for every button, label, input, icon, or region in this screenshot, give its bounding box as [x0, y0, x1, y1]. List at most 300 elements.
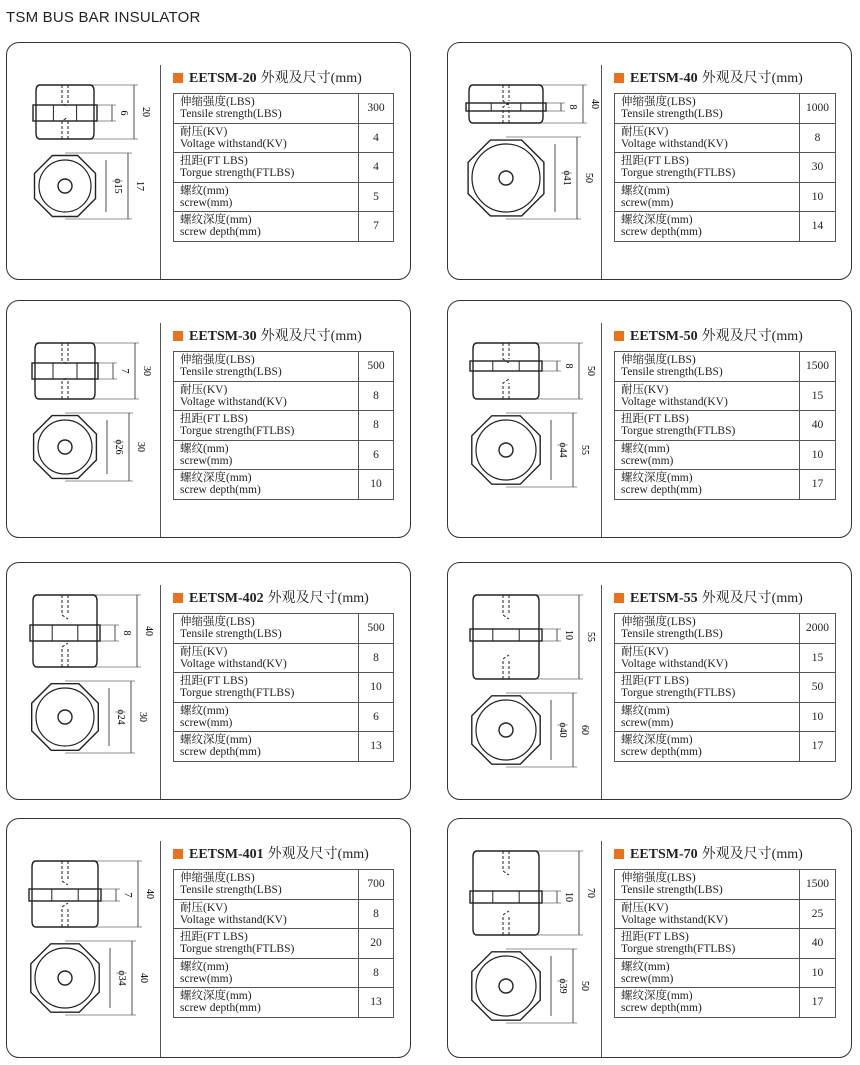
- spec-value: 8: [359, 958, 394, 988]
- spec-label-en: screw depth(mm): [180, 1002, 261, 1015]
- spec-label-zh: 螺纹(mm): [180, 442, 229, 455]
- height-dimension-label: 50: [585, 366, 596, 376]
- spec-label: [174, 958, 359, 988]
- spec-label-en: screw(mm): [180, 454, 233, 467]
- spec-label-zh: 螺纹(mm): [180, 704, 229, 717]
- spec-label: [615, 94, 800, 124]
- spec-label-en: screw(mm): [180, 196, 233, 209]
- spec-label-en: Torgue strength(FTLBS): [621, 167, 736, 180]
- heading-suffix: 外观及尺寸(mm): [701, 71, 803, 86]
- product-heading: [173, 587, 369, 607]
- spec-label-zh: 耐压(KV): [180, 901, 228, 914]
- thread-hole-top: [62, 85, 68, 107]
- insulator-side-view: [473, 851, 539, 935]
- spec-label: [174, 643, 359, 673]
- spec-row: [174, 352, 394, 382]
- spec-label-en: screw(mm): [180, 972, 233, 985]
- insulator-side-view: [32, 861, 98, 927]
- spec-label: [615, 899, 800, 929]
- spec-row: [615, 470, 836, 500]
- orange-square-icon: [173, 849, 183, 859]
- spec-table: [614, 869, 836, 1018]
- top-view-circle: [36, 688, 94, 746]
- insulator-top-view: [472, 416, 540, 484]
- spec-label-en: screw(mm): [180, 716, 233, 729]
- spec-row: [615, 899, 836, 929]
- spec-row: [615, 958, 836, 988]
- top-view-circle: [476, 700, 536, 760]
- spec-label-en: Voltage withstand(KV): [621, 913, 728, 926]
- spec-label-zh: 扭距(FT LBS): [180, 675, 248, 688]
- spec-value: 8: [359, 411, 394, 441]
- orange-square-icon: [614, 73, 624, 83]
- heading-suffix: 外观及尺寸(mm): [260, 71, 362, 86]
- hex-band: [30, 625, 100, 641]
- thread-hole-top-view: [499, 723, 513, 737]
- spec-label-zh: 扭距(FT LBS): [621, 675, 689, 688]
- spec-label-en: Torgue strength(FTLBS): [621, 687, 736, 700]
- insulator-diagram: [13, 569, 153, 795]
- spec-label: [174, 470, 359, 500]
- insulator-drawing: [454, 307, 594, 538]
- spec-row: [174, 899, 394, 929]
- spec-label-zh: 螺纹深度(mm): [621, 472, 693, 485]
- thread-hole-top: [503, 343, 509, 363]
- top-view-circle: [472, 144, 540, 212]
- spec-label-zh: 扭距(FT LBS): [180, 155, 248, 168]
- spec-label-zh: 耐压(KV): [621, 125, 669, 138]
- spec-value: 4: [359, 123, 394, 153]
- insulator-diagram: [13, 825, 153, 1053]
- spec-table: [173, 93, 394, 242]
- spec-label-zh: 耐压(KV): [180, 383, 228, 396]
- spec-value: 6: [359, 702, 394, 732]
- thread-hole-top-view: [58, 440, 72, 454]
- spec-label-en: screw depth(mm): [180, 746, 261, 759]
- insulator-diagram: [454, 569, 594, 795]
- thread-hole-top-view: [499, 171, 513, 185]
- spec-table: [614, 351, 836, 500]
- product-heading: [173, 67, 362, 87]
- product-heading: [614, 67, 803, 87]
- card-divider: [160, 323, 161, 537]
- product-model: EETSM-30: [189, 329, 257, 344]
- thread-hole-top-view: [58, 710, 72, 724]
- spec-value: 50: [800, 673, 836, 703]
- band-dimension-label: 6: [118, 110, 129, 116]
- spec-value: 10: [800, 958, 836, 988]
- height-dimension-label: 40: [589, 99, 600, 109]
- page-title: TSM BUS BAR INSULATOR: [6, 9, 201, 26]
- card-divider: [160, 841, 161, 1057]
- spec-label: [615, 381, 800, 411]
- height-dimension-label: 40: [143, 626, 154, 636]
- thread-hole-bottom: [503, 655, 509, 679]
- spec-label-en: Tensile strength(LBS): [621, 366, 723, 379]
- spec-row: [174, 614, 394, 644]
- spec-label: [615, 182, 800, 212]
- spec-label-zh: 螺纹(mm): [180, 960, 229, 973]
- spec-label: [615, 614, 800, 644]
- band-dimension-label: 7: [122, 892, 133, 898]
- spec-label-en: Voltage withstand(KV): [180, 137, 287, 150]
- insulator-drawing: [13, 825, 153, 1058]
- spec-value: 17: [800, 470, 836, 500]
- spec-label-en: Tensile strength(LBS): [621, 884, 723, 897]
- insulator-drawing: [454, 825, 594, 1058]
- width-dimension-label: 17: [134, 181, 145, 191]
- insulator-diagram: [13, 307, 153, 533]
- card-divider: [601, 323, 602, 537]
- insulator-diagram: [454, 307, 594, 533]
- insulator-side-view: [35, 343, 95, 399]
- product-model: EETSM-40: [630, 71, 698, 86]
- hex-band: [470, 629, 542, 641]
- width-dimension-label: 30: [137, 712, 148, 722]
- thread-hole-top-view: [499, 443, 513, 457]
- spec-label-en: screw depth(mm): [621, 1002, 702, 1015]
- spec-label-zh: 螺纹深度(mm): [180, 214, 252, 227]
- spec-label: [615, 673, 800, 703]
- spec-label-en: Tensile strength(LBS): [180, 628, 282, 641]
- spec-value: 17: [800, 732, 836, 762]
- spec-label-en: Torgue strength(FTLBS): [180, 167, 295, 180]
- spec-value: 15: [800, 643, 836, 673]
- spec-value: 40: [800, 929, 836, 959]
- heading-suffix: 外观及尺寸(mm): [267, 847, 369, 862]
- spec-row: [174, 94, 394, 124]
- width-dimension-label: 40: [138, 973, 149, 983]
- band-dimension-label: 8: [563, 363, 574, 369]
- spec-row: [174, 470, 394, 500]
- spec-label-zh: 螺纹(mm): [621, 704, 670, 717]
- hex-band: [470, 361, 542, 371]
- spec-value: 4: [359, 153, 394, 183]
- spec-label-zh: 扭距(FT LBS): [180, 413, 248, 426]
- insulator-diagram: [454, 49, 600, 275]
- spec-label-zh: 螺纹深度(mm): [180, 734, 252, 747]
- diameter-dimension-label: ϕ34: [116, 970, 127, 986]
- insulator-top-view: [32, 684, 99, 751]
- spec-label: [174, 988, 359, 1018]
- spec-value: 10: [800, 702, 836, 732]
- product-card: [6, 818, 411, 1058]
- spec-value: 25: [800, 899, 836, 929]
- spec-value: 8: [359, 643, 394, 673]
- spec-table: [614, 613, 836, 762]
- spec-row: [174, 440, 394, 470]
- spec-row: [174, 411, 394, 441]
- spec-label: [174, 732, 359, 762]
- thread-hole-top: [62, 343, 68, 365]
- spec-value: 8: [359, 899, 394, 929]
- spec-label-en: Voltage withstand(KV): [180, 657, 287, 670]
- spec-value: 14: [800, 212, 836, 242]
- diameter-dimension-label: ϕ40: [557, 722, 568, 738]
- product-model: EETSM-402: [189, 591, 264, 606]
- spec-row: [615, 94, 836, 124]
- thread-hole-top-view: [499, 979, 513, 993]
- spec-label-zh: 伸缩强度(LBS): [180, 96, 255, 109]
- heading-suffix: 外观及尺寸(mm): [701, 847, 803, 862]
- product-heading: [614, 587, 803, 607]
- spec-row: [615, 182, 836, 212]
- spec-label: [174, 614, 359, 644]
- spec-label: [615, 870, 800, 900]
- card-divider: [601, 585, 602, 799]
- spec-row: [174, 732, 394, 762]
- hex-band: [470, 891, 542, 903]
- spec-label-en: screw depth(mm): [180, 484, 261, 497]
- thread-hole-bottom: [62, 903, 68, 927]
- spec-label: [174, 870, 359, 900]
- top-view-circle: [35, 948, 95, 1008]
- spec-value: 40: [800, 411, 836, 441]
- spec-label-zh: 扭距(FT LBS): [621, 931, 689, 944]
- top-view-circle: [38, 420, 92, 474]
- product-card: [447, 42, 852, 280]
- spec-table: [614, 93, 836, 242]
- spec-label: [174, 440, 359, 470]
- spec-label-zh: 伸缩强度(LBS): [180, 872, 255, 885]
- insulator-diagram: [454, 825, 594, 1053]
- spec-label-en: Voltage withstand(KV): [621, 657, 728, 670]
- spec-value: 700: [359, 870, 394, 900]
- width-dimension-label: 60: [579, 725, 590, 735]
- product-heading: [173, 843, 369, 863]
- thread-hole-top: [503, 851, 509, 875]
- spec-label-en: Torgue strength(FTLBS): [180, 425, 295, 438]
- orange-square-icon: [173, 331, 183, 341]
- spec-label-zh: 耐压(KV): [621, 645, 669, 658]
- insulator-diagram: [13, 49, 153, 275]
- spec-row: [174, 123, 394, 153]
- orange-square-icon: [173, 593, 183, 603]
- diameter-dimension-label: ϕ39: [557, 978, 568, 994]
- spec-label-zh: 耐压(KV): [180, 645, 228, 658]
- insulator-top-view: [31, 944, 99, 1012]
- spec-value: 10: [359, 470, 394, 500]
- spec-label-zh: 耐压(KV): [621, 383, 669, 396]
- band-dimension-label: 10: [563, 892, 574, 902]
- spec-value: 7: [359, 212, 394, 242]
- spec-label: [615, 643, 800, 673]
- spec-value: 13: [359, 732, 394, 762]
- spec-label-zh: 伸缩强度(LBS): [180, 354, 255, 367]
- hex-band: [29, 889, 101, 901]
- spec-label-zh: 伸缩强度(LBS): [621, 96, 696, 109]
- insulator-drawing: [454, 49, 600, 280]
- thread-hole-bottom: [503, 103, 509, 123]
- spec-label: [174, 153, 359, 183]
- spec-label-en: screw(mm): [621, 196, 674, 209]
- insulator-side-view: [469, 85, 543, 123]
- thread-hole-bottom: [503, 911, 509, 935]
- spec-value: 1500: [800, 870, 836, 900]
- spec-label-en: Voltage withstand(KV): [621, 137, 728, 150]
- spec-label-zh: 扭距(FT LBS): [621, 155, 689, 168]
- product-card: [6, 562, 411, 800]
- spec-row: [174, 988, 394, 1018]
- spec-row: [174, 153, 394, 183]
- spec-label: [174, 929, 359, 959]
- spec-row: [615, 440, 836, 470]
- spec-label-en: screw(mm): [621, 716, 674, 729]
- heading-suffix: 外观及尺寸(mm): [267, 591, 369, 606]
- spec-label-zh: 螺纹(mm): [621, 960, 670, 973]
- spec-label-en: Tensile strength(LBS): [621, 628, 723, 641]
- spec-value: 10: [800, 440, 836, 470]
- thread-hole-top-view: [58, 971, 72, 985]
- height-dimension-label: 55: [585, 632, 596, 642]
- thread-hole-top: [62, 861, 68, 885]
- spec-row: [174, 958, 394, 988]
- product-model: EETSM-401: [189, 847, 264, 862]
- product-card: [6, 42, 411, 280]
- spec-label-zh: 扭距(FT LBS): [621, 413, 689, 426]
- diameter-dimension-label: ϕ44: [557, 442, 568, 458]
- spec-label-en: Voltage withstand(KV): [180, 913, 287, 926]
- width-dimension-label: 50: [579, 981, 590, 991]
- spec-label-en: Tensile strength(LBS): [180, 108, 282, 121]
- spec-row: [174, 182, 394, 212]
- spec-table: [173, 351, 394, 500]
- diameter-dimension-label: ϕ24: [115, 709, 126, 725]
- spec-label: [174, 352, 359, 382]
- diameter-dimension-label: ϕ15: [112, 178, 123, 194]
- spec-label: [615, 352, 800, 382]
- spec-label: [174, 381, 359, 411]
- spec-row: [615, 153, 836, 183]
- spec-row: [615, 212, 836, 242]
- thread-hole-bottom: [62, 377, 68, 399]
- spec-row: [174, 929, 394, 959]
- spec-row: [615, 732, 836, 762]
- insulator-top-view: [468, 140, 544, 216]
- spec-label-en: Voltage withstand(KV): [621, 395, 728, 408]
- spec-value: 6: [359, 440, 394, 470]
- product-heading: [173, 325, 362, 345]
- spec-row: [174, 381, 394, 411]
- spec-value: 17: [800, 988, 836, 1018]
- spec-row: [615, 988, 836, 1018]
- spec-row: [174, 702, 394, 732]
- spec-row: [174, 212, 394, 242]
- insulator-drawing: [13, 49, 153, 280]
- spec-row: [615, 702, 836, 732]
- spec-label-zh: 伸缩强度(LBS): [621, 354, 696, 367]
- spec-label-zh: 螺纹深度(mm): [180, 472, 252, 485]
- insulator-top-view: [472, 952, 540, 1020]
- spec-label: [615, 958, 800, 988]
- insulator-drawing: [13, 307, 153, 538]
- orange-square-icon: [614, 593, 624, 603]
- spec-label: [174, 411, 359, 441]
- product-card: [6, 300, 411, 538]
- heading-suffix: 外观及尺寸(mm): [701, 591, 803, 606]
- thread-hole-top: [62, 595, 68, 619]
- spec-label-zh: 螺纹(mm): [180, 184, 229, 197]
- heading-suffix: 外观及尺寸(mm): [260, 329, 362, 344]
- spec-label-en: Voltage withstand(KV): [180, 395, 287, 408]
- band-dimension-label: 8: [121, 630, 132, 636]
- product-model: EETSM-50: [630, 329, 698, 344]
- spec-label: [615, 440, 800, 470]
- insulator-top-view: [34, 416, 97, 479]
- thread-hole-bottom: [62, 643, 68, 667]
- insulator-side-view: [33, 595, 97, 667]
- spec-label-zh: 耐压(KV): [621, 901, 669, 914]
- spec-label-en: Torgue strength(FTLBS): [180, 943, 295, 956]
- diameter-dimension-label: ϕ26: [113, 439, 124, 455]
- hex-band: [32, 363, 98, 379]
- band-dimension-label: 7: [119, 368, 130, 374]
- orange-square-icon: [173, 73, 183, 83]
- spec-label-zh: 耐压(KV): [180, 125, 228, 138]
- spec-value: 30: [800, 153, 836, 183]
- insulator-drawing: [454, 569, 594, 800]
- spec-row: [174, 643, 394, 673]
- spec-label-zh: 螺纹深度(mm): [621, 990, 693, 1003]
- spec-label: [174, 702, 359, 732]
- spec-label-zh: 螺纹(mm): [621, 184, 670, 197]
- spec-label: [615, 732, 800, 762]
- spec-label: [615, 470, 800, 500]
- width-dimension-label: 50: [583, 173, 594, 183]
- spec-label-en: screw(mm): [621, 454, 674, 467]
- insulator-drawing: [13, 569, 153, 800]
- spec-label: [615, 123, 800, 153]
- hex-band: [466, 103, 546, 111]
- product-model: EETSM-20: [189, 71, 257, 86]
- band-dimension-label: 10: [563, 630, 574, 640]
- spec-value: 2000: [800, 614, 836, 644]
- width-dimension-label: 55: [579, 445, 590, 455]
- spec-label: [615, 929, 800, 959]
- spec-value: 500: [359, 614, 394, 644]
- spec-value: 10: [800, 182, 836, 212]
- spec-label-en: Torgue strength(FTLBS): [621, 943, 736, 956]
- spec-label-zh: 螺纹深度(mm): [180, 990, 252, 1003]
- spec-label-zh: 螺纹(mm): [621, 442, 670, 455]
- spec-row: [615, 643, 836, 673]
- product-model: EETSM-55: [630, 591, 698, 606]
- spec-value: 15: [800, 381, 836, 411]
- spec-row: [615, 870, 836, 900]
- spec-value: 500: [359, 352, 394, 382]
- orange-square-icon: [614, 849, 624, 859]
- product-card: [447, 562, 852, 800]
- insulator-side-view: [36, 85, 94, 139]
- spec-value: 10: [359, 673, 394, 703]
- top-view-circle: [476, 956, 536, 1016]
- spec-label-en: Tensile strength(LBS): [621, 108, 723, 121]
- spec-label: [174, 673, 359, 703]
- spec-label: [174, 212, 359, 242]
- spec-row: [615, 352, 836, 382]
- insulator-top-view: [472, 696, 540, 764]
- spec-label: [174, 94, 359, 124]
- thread-hole-bottom: [503, 379, 509, 399]
- thread-hole-top: [503, 595, 509, 619]
- spec-row: [615, 123, 836, 153]
- spec-table: [173, 613, 394, 762]
- spec-label-en: screw depth(mm): [180, 226, 261, 239]
- insulator-top-view: [35, 156, 96, 217]
- height-dimension-label: 70: [585, 888, 596, 898]
- spec-label: [174, 123, 359, 153]
- orange-square-icon: [614, 331, 624, 341]
